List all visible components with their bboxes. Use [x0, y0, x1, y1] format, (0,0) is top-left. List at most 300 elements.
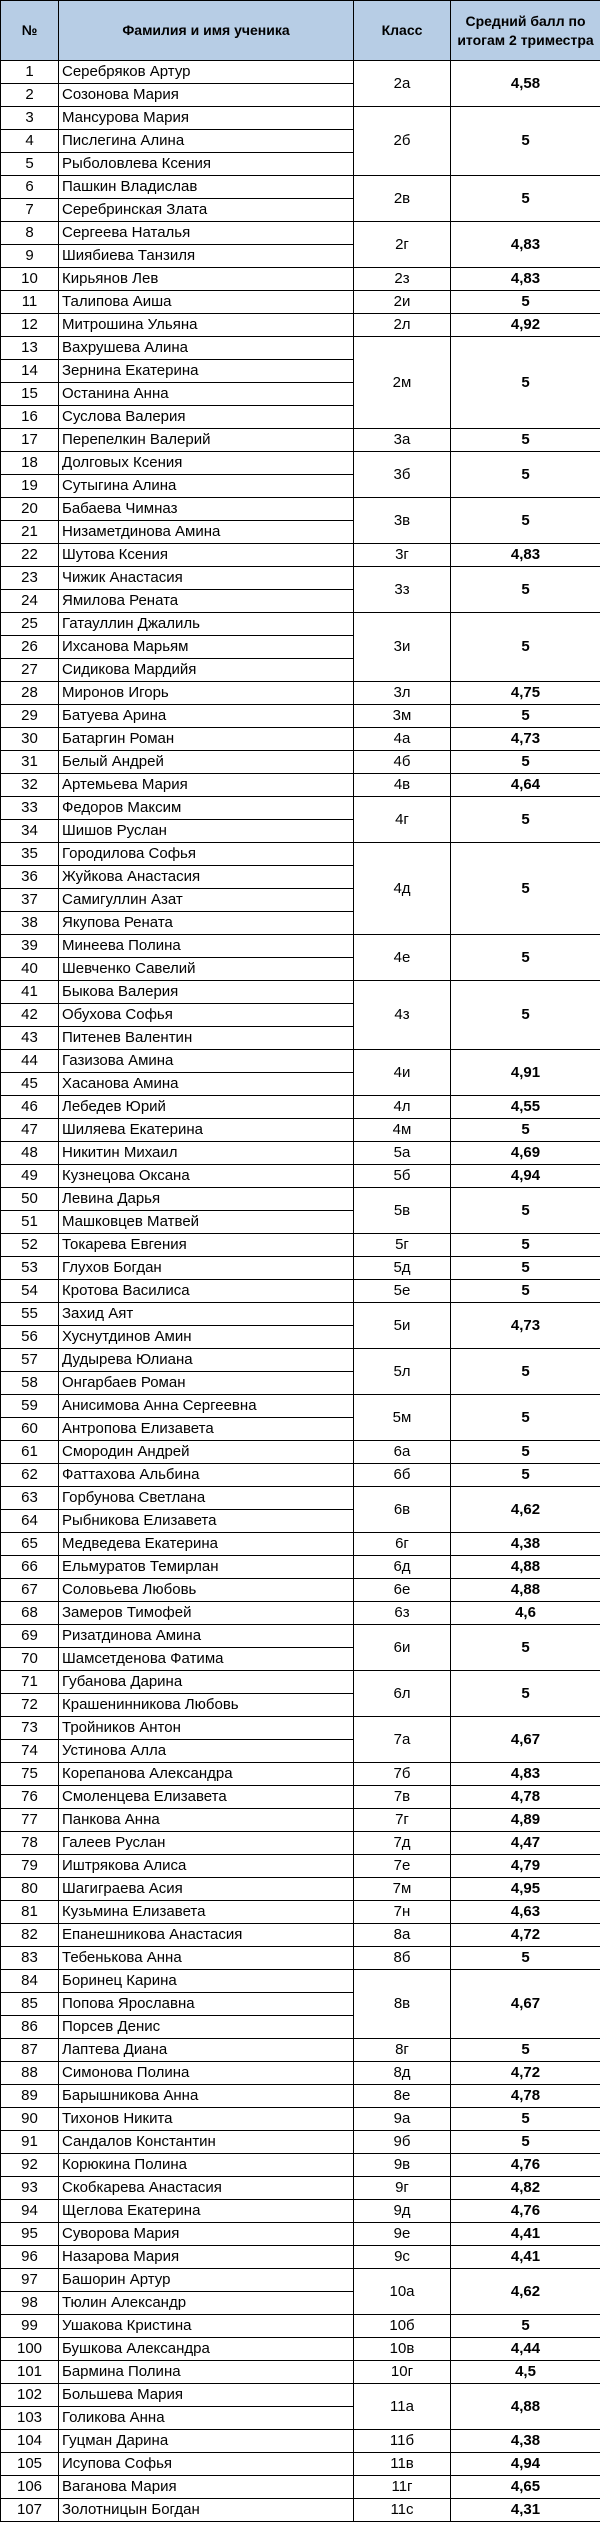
- student-name: Щеглова Екатерина: [59, 2200, 354, 2223]
- header-number: №: [1, 1, 59, 61]
- student-name: Долговых Ксения: [59, 452, 354, 475]
- row-number: 67: [1, 1579, 59, 1602]
- student-name: Панкова Анна: [59, 1809, 354, 1832]
- class-cell: 5г: [354, 1234, 451, 1257]
- student-name: Корепанова Александра: [59, 1763, 354, 1786]
- row-number: 22: [1, 544, 59, 567]
- class-cell: 6д: [354, 1556, 451, 1579]
- student-name: Талипова Аиша: [59, 291, 354, 314]
- row-number: 61: [1, 1441, 59, 1464]
- student-name: Батаргин Роман: [59, 728, 354, 751]
- class-cell: 4з: [354, 981, 451, 1050]
- average-score-cell: 4,38: [451, 1533, 600, 1556]
- class-cell: 6е: [354, 1579, 451, 1602]
- class-cell: 10б: [354, 2315, 451, 2338]
- student-name: Сергеева Наталья: [59, 222, 354, 245]
- class-cell: 5л: [354, 1349, 451, 1395]
- table-row: [1, 2108, 600, 2131]
- class-cell: 11с: [354, 2499, 451, 2522]
- student-name: Скобкарева Анастасия: [59, 2177, 354, 2200]
- row-number: 50: [1, 1188, 59, 1211]
- table-row: [1, 1970, 600, 1993]
- table-row: [1, 1832, 600, 1855]
- class-cell: 3з: [354, 567, 451, 613]
- row-number: 54: [1, 1280, 59, 1303]
- table-row: [1, 981, 600, 1004]
- table-row: [1, 1487, 600, 1510]
- class-cell: 7м: [354, 1878, 451, 1901]
- average-score-cell: 5: [451, 176, 600, 222]
- row-number: 53: [1, 1257, 59, 1280]
- student-name: Сидикова Мардийя: [59, 659, 354, 682]
- table-row: [1, 843, 600, 866]
- student-name: Хасанова Амина: [59, 1073, 354, 1096]
- class-cell: 2м: [354, 337, 451, 429]
- class-cell: 3и: [354, 613, 451, 682]
- student-name: Ямилова Рената: [59, 590, 354, 613]
- table-row: [1, 751, 600, 774]
- row-number: 106: [1, 2476, 59, 2499]
- row-number: 103: [1, 2407, 59, 2430]
- table-row: [1, 2338, 600, 2361]
- student-name: Лебедев Юрий: [59, 1096, 354, 1119]
- table-row: [1, 2154, 600, 2177]
- row-number: 60: [1, 1418, 59, 1441]
- average-score-cell: 4,62: [451, 1487, 600, 1533]
- student-name: Онгарбаев Роман: [59, 1372, 354, 1395]
- table-row: [1, 452, 600, 475]
- average-score-cell: 5: [451, 981, 600, 1050]
- table-row: [1, 1625, 600, 1648]
- class-cell: 11в: [354, 2453, 451, 2476]
- student-name: Шагиграева Асия: [59, 1878, 354, 1901]
- table-row: [1, 2039, 600, 2062]
- class-cell: 9б: [354, 2131, 451, 2154]
- student-name: Голикова Анна: [59, 2407, 354, 2430]
- student-name: Питенев Валентин: [59, 1027, 354, 1050]
- class-cell: 3л: [354, 682, 451, 705]
- table-row: [1, 2499, 600, 2522]
- average-score-cell: 5: [451, 1395, 600, 1441]
- table-row: [1, 1763, 600, 1786]
- average-score-cell: 5: [451, 1464, 600, 1487]
- row-number: 76: [1, 1786, 59, 1809]
- student-name: Лаптева Диана: [59, 2039, 354, 2062]
- table-row: [1, 1441, 600, 1464]
- row-number: 62: [1, 1464, 59, 1487]
- row-number: 25: [1, 613, 59, 636]
- average-score-cell: 4,83: [451, 1763, 600, 1786]
- average-score-cell: 4,76: [451, 2154, 600, 2177]
- row-number: 77: [1, 1809, 59, 1832]
- student-name: Низаметдинова Амина: [59, 521, 354, 544]
- class-cell: 11б: [354, 2430, 451, 2453]
- row-number: 56: [1, 1326, 59, 1349]
- student-name: Ваганова Мария: [59, 2476, 354, 2499]
- average-score-cell: 4,83: [451, 268, 600, 291]
- row-number: 12: [1, 314, 59, 337]
- average-score-cell: 4,67: [451, 1970, 600, 2039]
- class-cell: 7е: [354, 1855, 451, 1878]
- student-name: Никитин Михаил: [59, 1142, 354, 1165]
- table-row: [1, 1556, 600, 1579]
- class-cell: 5е: [354, 1280, 451, 1303]
- row-number: 82: [1, 1924, 59, 1947]
- row-number: 48: [1, 1142, 59, 1165]
- table-row: [1, 1786, 600, 1809]
- student-name: Пислегина Алина: [59, 130, 354, 153]
- table-row: [1, 1280, 600, 1303]
- student-name: Митрошина Ульяна: [59, 314, 354, 337]
- row-number: 38: [1, 912, 59, 935]
- student-name: Бабаева Чимназ: [59, 498, 354, 521]
- class-cell: 9в: [354, 2154, 451, 2177]
- average-score-cell: 4,67: [451, 1717, 600, 1763]
- student-name: Шишов Руслан: [59, 820, 354, 843]
- student-name: Чижик Анастасия: [59, 567, 354, 590]
- class-cell: 6и: [354, 1625, 451, 1671]
- row-number: 2: [1, 84, 59, 107]
- class-cell: 7н: [354, 1901, 451, 1924]
- student-name: Левина Дарья: [59, 1188, 354, 1211]
- class-cell: 8а: [354, 1924, 451, 1947]
- row-number: 10: [1, 268, 59, 291]
- student-name: Шутова Ксения: [59, 544, 354, 567]
- row-number: 91: [1, 2131, 59, 2154]
- row-number: 7: [1, 199, 59, 222]
- table-row: [1, 1901, 600, 1924]
- class-cell: 5б: [354, 1165, 451, 1188]
- student-name: Шамсетденова Фатима: [59, 1648, 354, 1671]
- student-name: Губанова Дарина: [59, 1671, 354, 1694]
- header-class: Класс: [354, 1, 451, 61]
- row-number: 87: [1, 2039, 59, 2062]
- student-name: Глухов Богдан: [59, 1257, 354, 1280]
- student-name: Машковцев Матвей: [59, 1211, 354, 1234]
- student-name: Башорин Артур: [59, 2269, 354, 2292]
- row-number: 19: [1, 475, 59, 498]
- average-score-cell: 5: [451, 1119, 600, 1142]
- student-name: Тройников Антон: [59, 1717, 354, 1740]
- row-number: 69: [1, 1625, 59, 1648]
- student-name: Ельмуратов Темирлан: [59, 1556, 354, 1579]
- class-cell: 2г: [354, 222, 451, 268]
- table-row: [1, 728, 600, 751]
- row-number: 80: [1, 1878, 59, 1901]
- row-number: 24: [1, 590, 59, 613]
- table-row: [1, 429, 600, 452]
- average-score-cell: 5: [451, 107, 600, 176]
- student-name: Галеев Руслан: [59, 1832, 354, 1855]
- table-row: [1, 2246, 600, 2269]
- row-number: 96: [1, 2246, 59, 2269]
- student-name: Газизова Амина: [59, 1050, 354, 1073]
- average-score-cell: 5: [451, 337, 600, 429]
- class-cell: 5д: [354, 1257, 451, 1280]
- student-name: Ризатдинова Амина: [59, 1625, 354, 1648]
- average-score-cell: 5: [451, 1280, 600, 1303]
- class-cell: 4л: [354, 1096, 451, 1119]
- row-number: 57: [1, 1349, 59, 1372]
- student-name: Хуснутдинов Амин: [59, 1326, 354, 1349]
- row-number: 52: [1, 1234, 59, 1257]
- class-cell: 5м: [354, 1395, 451, 1441]
- table-row: [1, 774, 600, 797]
- class-cell: 2б: [354, 107, 451, 176]
- student-name: Кузнецова Оксана: [59, 1165, 354, 1188]
- average-score-cell: 4,31: [451, 2499, 600, 2522]
- table-row: [1, 2453, 600, 2476]
- row-number: 72: [1, 1694, 59, 1717]
- student-name: Симонова Полина: [59, 2062, 354, 2085]
- student-name: Гуцман Дарина: [59, 2430, 354, 2453]
- row-number: 39: [1, 935, 59, 958]
- table-row: [1, 2269, 600, 2292]
- row-number: 21: [1, 521, 59, 544]
- table-row: [1, 935, 600, 958]
- student-name: Серебряков Артур: [59, 61, 354, 84]
- class-cell: 7в: [354, 1786, 451, 1809]
- row-number: 6: [1, 176, 59, 199]
- row-number: 105: [1, 2453, 59, 2476]
- table-row: [1, 2085, 600, 2108]
- row-number: 75: [1, 1763, 59, 1786]
- header-row: [1, 1, 600, 61]
- student-name: Жуйкова Анастасия: [59, 866, 354, 889]
- class-cell: 4и: [354, 1050, 451, 1096]
- row-number: 31: [1, 751, 59, 774]
- class-cell: 6г: [354, 1533, 451, 1556]
- average-score-cell: 4,83: [451, 222, 600, 268]
- row-number: 107: [1, 2499, 59, 2522]
- class-cell: 6б: [354, 1464, 451, 1487]
- row-number: 26: [1, 636, 59, 659]
- row-number: 68: [1, 1602, 59, 1625]
- average-score-cell: 4,88: [451, 1579, 600, 1602]
- row-number: 81: [1, 1901, 59, 1924]
- row-number: 30: [1, 728, 59, 751]
- table-row: [1, 314, 600, 337]
- average-score-cell: 4,65: [451, 2476, 600, 2499]
- class-cell: 4б: [354, 751, 451, 774]
- row-number: 89: [1, 2085, 59, 2108]
- class-cell: 6в: [354, 1487, 451, 1533]
- class-cell: 2в: [354, 176, 451, 222]
- table-row: [1, 1579, 600, 1602]
- class-cell: 2и: [354, 291, 451, 314]
- row-number: 63: [1, 1487, 59, 1510]
- class-cell: 8е: [354, 2085, 451, 2108]
- row-number: 41: [1, 981, 59, 1004]
- row-number: 34: [1, 820, 59, 843]
- student-name: Суслова Валерия: [59, 406, 354, 429]
- table-row: [1, 1717, 600, 1740]
- row-number: 44: [1, 1050, 59, 1073]
- row-number: 4: [1, 130, 59, 153]
- row-number: 78: [1, 1832, 59, 1855]
- student-name: Золотницын Богдан: [59, 2499, 354, 2522]
- class-cell: 9е: [354, 2223, 451, 2246]
- row-number: 97: [1, 2269, 59, 2292]
- student-name: Зернина Екатерина: [59, 360, 354, 383]
- average-score-cell: 4,76: [451, 2200, 600, 2223]
- class-cell: 4е: [354, 935, 451, 981]
- student-name: Миронов Игорь: [59, 682, 354, 705]
- table-row: [1, 797, 600, 820]
- row-number: 51: [1, 1211, 59, 1234]
- table-row: [1, 1257, 600, 1280]
- row-number: 46: [1, 1096, 59, 1119]
- student-name: Сандалов Константин: [59, 2131, 354, 2154]
- table-row: [1, 2315, 600, 2338]
- table-row: [1, 1119, 600, 1142]
- row-number: 47: [1, 1119, 59, 1142]
- table-row: [1, 2384, 600, 2407]
- row-number: 65: [1, 1533, 59, 1556]
- student-name: Перепелкин Валерий: [59, 429, 354, 452]
- student-name: Обухова Софья: [59, 1004, 354, 1027]
- class-cell: 2а: [354, 61, 451, 107]
- class-cell: 4в: [354, 774, 451, 797]
- row-number: 40: [1, 958, 59, 981]
- row-number: 20: [1, 498, 59, 521]
- average-score-cell: 5: [451, 429, 600, 452]
- table-body: [1, 61, 600, 2522]
- student-name: Федоров Максим: [59, 797, 354, 820]
- student-name: Соловьева Любовь: [59, 1579, 354, 1602]
- class-cell: 4а: [354, 728, 451, 751]
- student-name: Ихсанова Марьям: [59, 636, 354, 659]
- student-name: Вахрушева Алина: [59, 337, 354, 360]
- student-name: Назарова Мария: [59, 2246, 354, 2269]
- table-row: [1, 1303, 600, 1326]
- class-cell: 3а: [354, 429, 451, 452]
- average-score-cell: 4,63: [451, 1901, 600, 1924]
- row-number: 104: [1, 2430, 59, 2453]
- table-row: [1, 222, 600, 245]
- average-score-cell: 4,38: [451, 2430, 600, 2453]
- table-row: [1, 2062, 600, 2085]
- row-number: 9: [1, 245, 59, 268]
- student-name: Замеров Тимофей: [59, 1602, 354, 1625]
- student-name: Антропова Елизавета: [59, 1418, 354, 1441]
- row-number: 5: [1, 153, 59, 176]
- row-number: 13: [1, 337, 59, 360]
- table-row: [1, 1464, 600, 1487]
- student-name: Исупова Софья: [59, 2453, 354, 2476]
- class-cell: 2л: [354, 314, 451, 337]
- row-number: 14: [1, 360, 59, 383]
- row-number: 86: [1, 2016, 59, 2039]
- class-cell: 8г: [354, 2039, 451, 2062]
- row-number: 88: [1, 2062, 59, 2085]
- table-row: [1, 1234, 600, 1257]
- row-number: 17: [1, 429, 59, 452]
- row-number: 74: [1, 1740, 59, 1763]
- row-number: 85: [1, 1993, 59, 2016]
- average-score-cell: 5: [451, 1188, 600, 1234]
- row-number: 100: [1, 2338, 59, 2361]
- average-score-cell: 4,94: [451, 2453, 600, 2476]
- row-number: 49: [1, 1165, 59, 1188]
- table-row: [1, 613, 600, 636]
- table-row: [1, 1878, 600, 1901]
- row-number: 11: [1, 291, 59, 314]
- row-number: 15: [1, 383, 59, 406]
- student-name: Крашенинникова Любовь: [59, 1694, 354, 1717]
- class-cell: 4г: [354, 797, 451, 843]
- average-score-cell: 4,41: [451, 2223, 600, 2246]
- row-number: 64: [1, 1510, 59, 1533]
- average-score-cell: 5: [451, 291, 600, 314]
- table-row: [1, 337, 600, 360]
- table-row: [1, 2476, 600, 2499]
- row-number: 93: [1, 2177, 59, 2200]
- row-number: 8: [1, 222, 59, 245]
- table-row: [1, 1096, 600, 1119]
- table-row: [1, 61, 600, 84]
- average-score-cell: 4,83: [451, 544, 600, 567]
- average-score-cell: 5: [451, 2315, 600, 2338]
- average-score-cell: 4,58: [451, 61, 600, 107]
- table-row: [1, 176, 600, 199]
- student-name: Быкова Валерия: [59, 981, 354, 1004]
- average-score-cell: 5: [451, 1234, 600, 1257]
- student-name: Якупова Рената: [59, 912, 354, 935]
- average-score-cell: 4,88: [451, 1556, 600, 1579]
- class-cell: 8д: [354, 2062, 451, 2085]
- row-number: 66: [1, 1556, 59, 1579]
- table-row: [1, 1809, 600, 1832]
- student-name: Тюлин Александр: [59, 2292, 354, 2315]
- average-score-cell: 5: [451, 498, 600, 544]
- student-name: Самигуллин Азат: [59, 889, 354, 912]
- class-cell: 4д: [354, 843, 451, 935]
- student-name: Иштрякова Алиса: [59, 1855, 354, 1878]
- student-name: Боринец Карина: [59, 1970, 354, 1993]
- average-score-cell: 5: [451, 797, 600, 843]
- student-name: Тихонов Никита: [59, 2108, 354, 2131]
- average-score-cell: 5: [451, 1947, 600, 1970]
- average-score-cell: 4,95: [451, 1878, 600, 1901]
- average-score-cell: 5: [451, 843, 600, 935]
- average-score-cell: 4,79: [451, 1855, 600, 1878]
- average-score-cell: 4,75: [451, 682, 600, 705]
- average-score-cell: 4,73: [451, 1303, 600, 1349]
- average-score-cell: 4,89: [451, 1809, 600, 1832]
- table-row: [1, 2430, 600, 2453]
- average-score-cell: 5: [451, 1625, 600, 1671]
- class-cell: 3в: [354, 498, 451, 544]
- average-score-cell: 4,91: [451, 1050, 600, 1096]
- average-score-cell: 4,62: [451, 2269, 600, 2315]
- student-name: Пашкин Владислав: [59, 176, 354, 199]
- student-name: Гатауллин Джалиль: [59, 613, 354, 636]
- row-number: 79: [1, 1855, 59, 1878]
- average-score-cell: 4,41: [451, 2246, 600, 2269]
- row-number: 42: [1, 1004, 59, 1027]
- student-name: Горбунова Светлана: [59, 1487, 354, 1510]
- student-name: Барышникова Анна: [59, 2085, 354, 2108]
- table-row: [1, 498, 600, 521]
- class-cell: 4м: [354, 1119, 451, 1142]
- table-row: [1, 1395, 600, 1418]
- student-name: Шиляева Екатерина: [59, 1119, 354, 1142]
- table-row: [1, 1050, 600, 1073]
- student-name: Смородин Андрей: [59, 1441, 354, 1464]
- class-cell: 9а: [354, 2108, 451, 2131]
- row-number: 70: [1, 1648, 59, 1671]
